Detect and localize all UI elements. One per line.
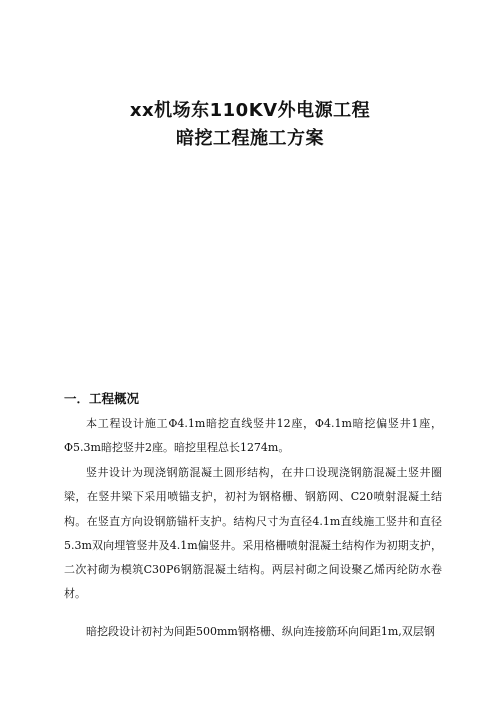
title-line-2: 暗挖工程施工方案 (176, 128, 324, 149)
paragraph: 本工程设计施工Φ4.1m暗挖直线竖井12座，Φ4.1m暗挖偏竖井1座，Φ5.3m暗挖竖井2座。暗挖里程总长1274m。 (64, 417, 442, 455)
paragraph: 暗挖段设计初衬为间距500mm钢格栅、纵向连接筋环向间距1m,双层钢 (86, 625, 435, 638)
section-heading-overview: 一．工程概况 (64, 391, 140, 406)
paragraph: 竖井设计为现浇钢筋混凝土圆形结构，在井口设现浇钢筋混凝土竖井圈梁，在竖井梁下采用喷锚支护，初衬为钢格栅、钢筋网、C20喷射混凝土结构。在竖直方向设钢筋锚杆支护。结构尺寸为直径4.1m直线施工竖井和直径5.3m双向埋管竖井及4.1m偏竖井。采用格栅喷射混凝土结构作为初期支护，二次衬砌为模筑C30P6钢筋混凝土结构。两层衬砌之间设聚乙烯丙纶防水卷材。 (64, 466, 442, 601)
title-line-1: xx机场东110KV外电源工程 (129, 100, 371, 121)
document-title (0, 97, 500, 153)
